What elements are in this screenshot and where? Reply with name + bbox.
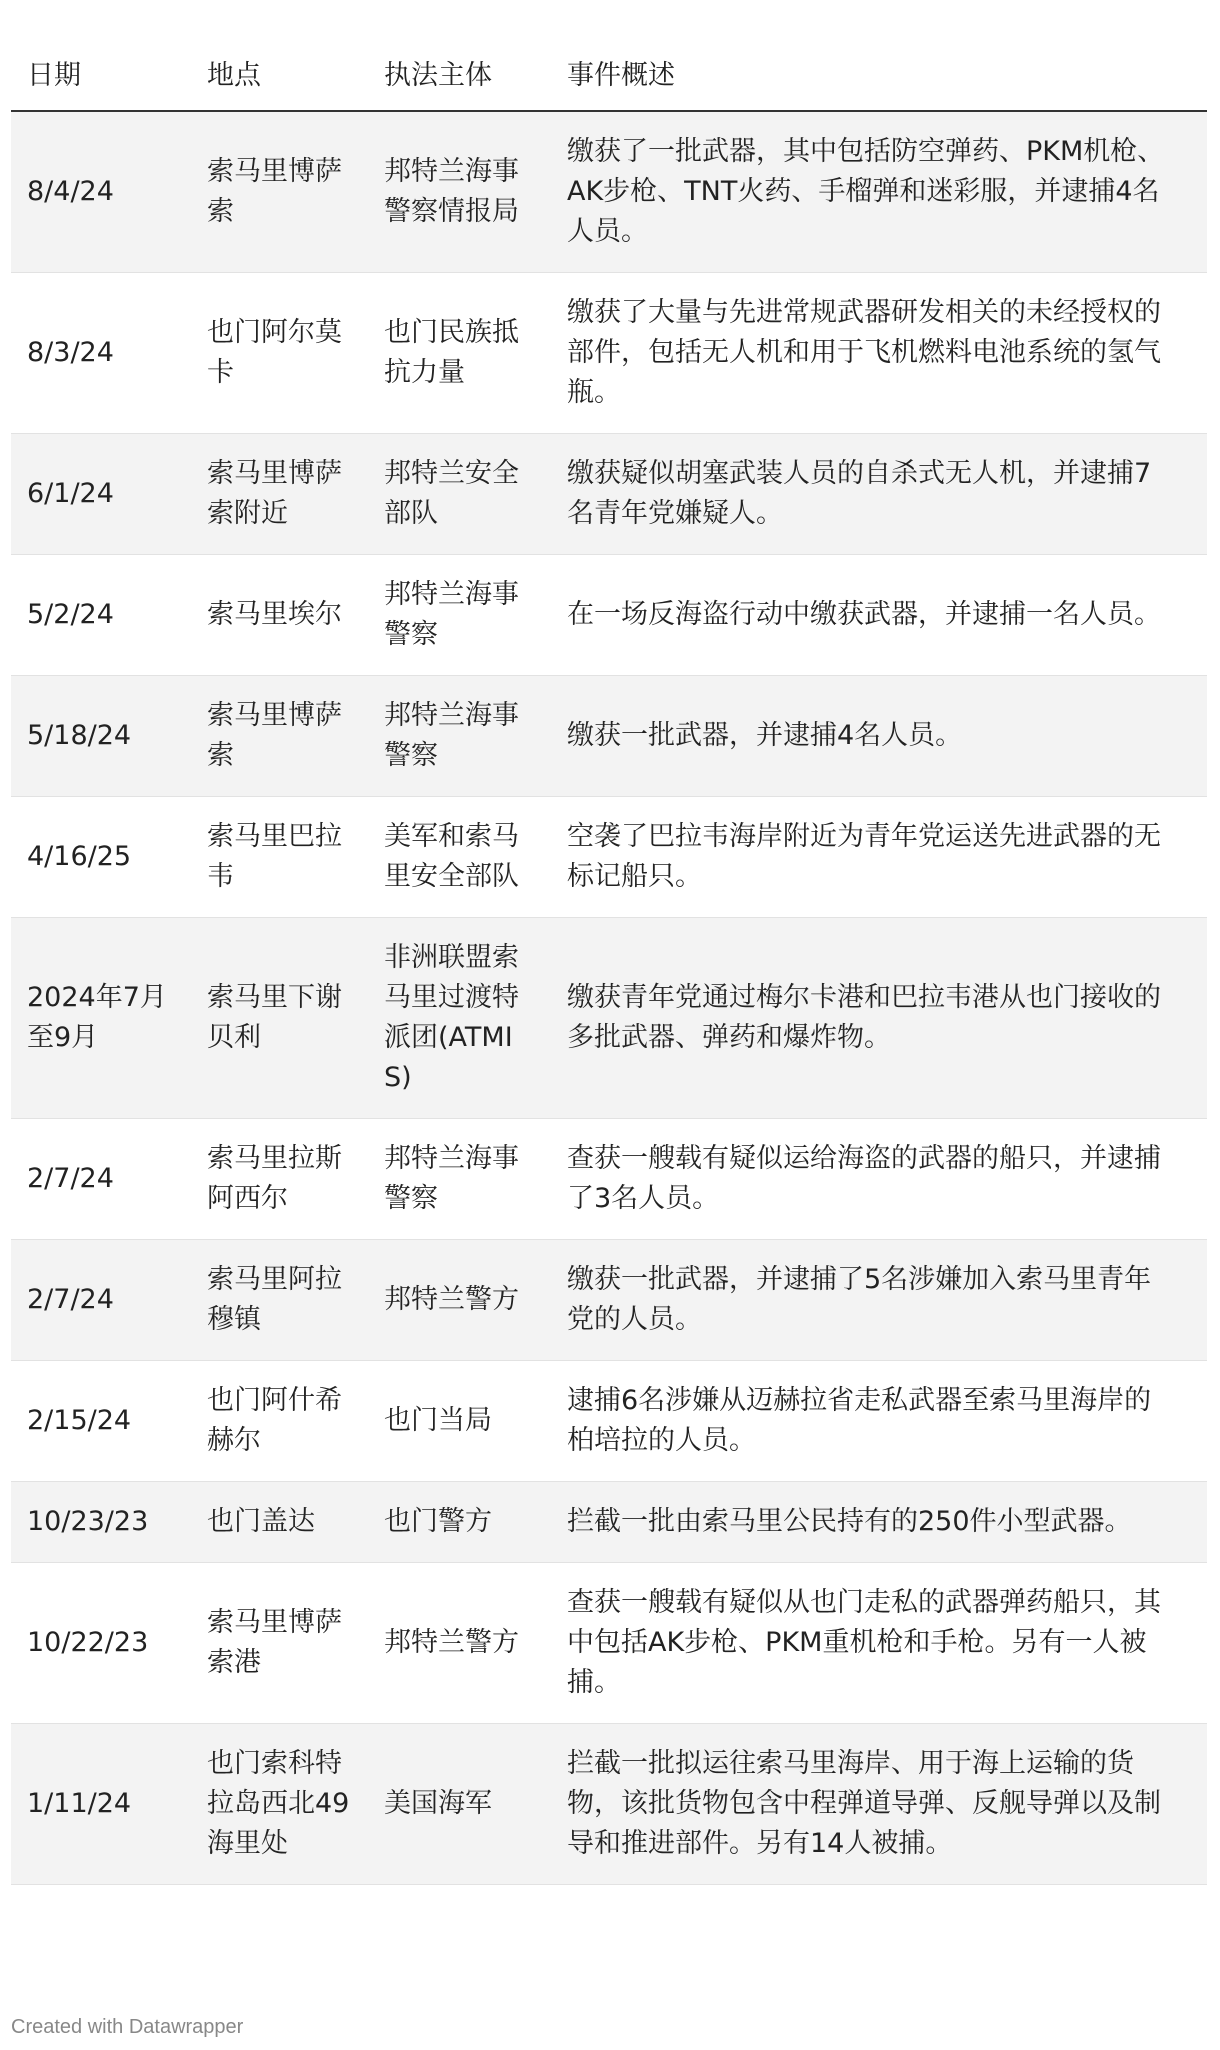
table-row	[11, 1240, 1207, 1361]
cell-agency: 邦特兰海事警察	[368, 1119, 551, 1240]
cell-summary: 缴获一批武器，并逮捕4名人员。	[551, 676, 1207, 797]
cell-summary: 空袭了巴拉韦海岸附近为青年党运送先进武器的无标记船只。	[551, 797, 1207, 918]
cell-date: 5/2/24	[11, 555, 191, 676]
cell-agency: 邦特兰海事警察	[368, 676, 551, 797]
cell-summary: 拦截一批由索马里公民持有的250件小型武器。	[551, 1482, 1207, 1563]
cell-summary: 缴获青年党通过梅尔卡港和巴拉韦港从也门接收的多批武器、弹药和爆炸物。	[551, 918, 1207, 1119]
cell-summary: 查获一艘载有疑似运给海盗的武器的船只，并逮捕了3名人员。	[551, 1119, 1207, 1240]
table-row	[11, 918, 1207, 1119]
table-row	[11, 797, 1207, 918]
cell-date: 10/23/23	[11, 1482, 191, 1563]
datawrapper-credit: Created with Datawrapper	[11, 2016, 244, 2038]
cell-agency: 邦特兰海事警察	[368, 555, 551, 676]
table-row	[11, 555, 1207, 676]
table-row	[11, 1119, 1207, 1240]
cell-date: 10/22/23	[11, 1563, 191, 1724]
cell-agency: 美军和索马里安全部队	[368, 797, 551, 918]
cell-summary: 在一场反海盗行动中缴获武器，并逮捕一名人员。	[551, 555, 1207, 676]
cell-location: 索马里博萨索	[191, 676, 368, 797]
table-row	[11, 676, 1207, 797]
cell-location: 索马里阿拉穆镇	[191, 1240, 368, 1361]
table-header-row	[11, 34, 1207, 111]
cell-agency: 也门警方	[368, 1482, 551, 1563]
cell-date: 1/11/24	[11, 1724, 191, 1885]
cell-summary: 逮捕6名涉嫌从迈赫拉省走私武器至索马里海岸的柏培拉的人员。	[551, 1361, 1207, 1482]
cell-location: 索马里下谢贝利	[191, 918, 368, 1119]
cell-summary: 查获一艘载有疑似从也门走私的武器弹药船只，其中包括AK步枪、PKM重机枪和手枪。另有一人被捕。	[551, 1563, 1207, 1724]
cell-location: 索马里巴拉韦	[191, 797, 368, 918]
data-table-container	[11, 34, 1207, 1885]
table-row	[11, 434, 1207, 555]
cell-agency: 邦特兰警方	[368, 1563, 551, 1724]
table-row	[11, 1361, 1207, 1482]
cell-date: 5/18/24	[11, 676, 191, 797]
cell-date: 2/7/24	[11, 1240, 191, 1361]
cell-date: 6/1/24	[11, 434, 191, 555]
cell-location: 索马里埃尔	[191, 555, 368, 676]
cell-date: 4/16/25	[11, 797, 191, 918]
cell-agency: 邦特兰海事警察情报局	[368, 111, 551, 273]
cell-location: 索马里博萨索附近	[191, 434, 368, 555]
table-row	[11, 273, 1207, 434]
cell-summary: 缴获一批武器，并逮捕了5名涉嫌加入索马里青年党的人员。	[551, 1240, 1207, 1361]
cell-date: 8/4/24	[11, 111, 191, 273]
column-header-agency[interactable]: 执法主体	[368, 34, 551, 111]
cell-location: 索马里博萨索	[191, 111, 368, 273]
cell-summary: 缴获疑似胡塞武装人员的自杀式无人机，并逮捕7名青年党嫌疑人。	[551, 434, 1207, 555]
cell-agency: 美国海军	[368, 1724, 551, 1885]
column-header-summary[interactable]: 事件概述	[551, 34, 1207, 111]
cell-location: 索马里拉斯阿西尔	[191, 1119, 368, 1240]
cell-agency: 也门民族抵抗力量	[368, 273, 551, 434]
table-body	[11, 111, 1207, 1885]
cell-agency: 邦特兰安全部队	[368, 434, 551, 555]
table-row	[11, 1724, 1207, 1885]
cell-agency: 非洲联盟索马里过渡特派团(ATMIS)	[368, 918, 551, 1119]
cell-date: 2024年7月至9月	[11, 918, 191, 1119]
cell-date: 2/7/24	[11, 1119, 191, 1240]
table-row	[11, 1482, 1207, 1563]
column-header-location[interactable]: 地点	[191, 34, 368, 111]
cell-location: 也门盖达	[191, 1482, 368, 1563]
cell-location: 也门阿什希赫尔	[191, 1361, 368, 1482]
data-table	[11, 34, 1207, 1885]
cell-location: 也门索科特拉岛西北49海里处	[191, 1724, 368, 1885]
column-header-date[interactable]: 日期	[11, 34, 191, 111]
cell-agency: 也门当局	[368, 1361, 551, 1482]
cell-location: 索马里博萨索港	[191, 1563, 368, 1724]
cell-date: 8/3/24	[11, 273, 191, 434]
cell-summary: 拦截一批拟运往索马里海岸、用于海上运输的货物，该批货物包含中程弹道导弹、反舰导弹以及制导和推进部件。另有14人被捕。	[551, 1724, 1207, 1885]
cell-location: 也门阿尔莫卡	[191, 273, 368, 434]
cell-agency: 邦特兰警方	[368, 1240, 551, 1361]
cell-summary: 缴获了一批武器，其中包括防空弹药、PKM机枪、AK步枪、TNT火药、手榴弹和迷彩服，并逮捕4名人员。	[551, 111, 1207, 273]
cell-summary: 缴获了大量与先进常规武器研发相关的未经授权的部件，包括无人机和用于飞机燃料电池系统的氢气瓶。	[551, 273, 1207, 434]
cell-date: 2/15/24	[11, 1361, 191, 1482]
table-row	[11, 111, 1207, 273]
table-row	[11, 1563, 1207, 1724]
